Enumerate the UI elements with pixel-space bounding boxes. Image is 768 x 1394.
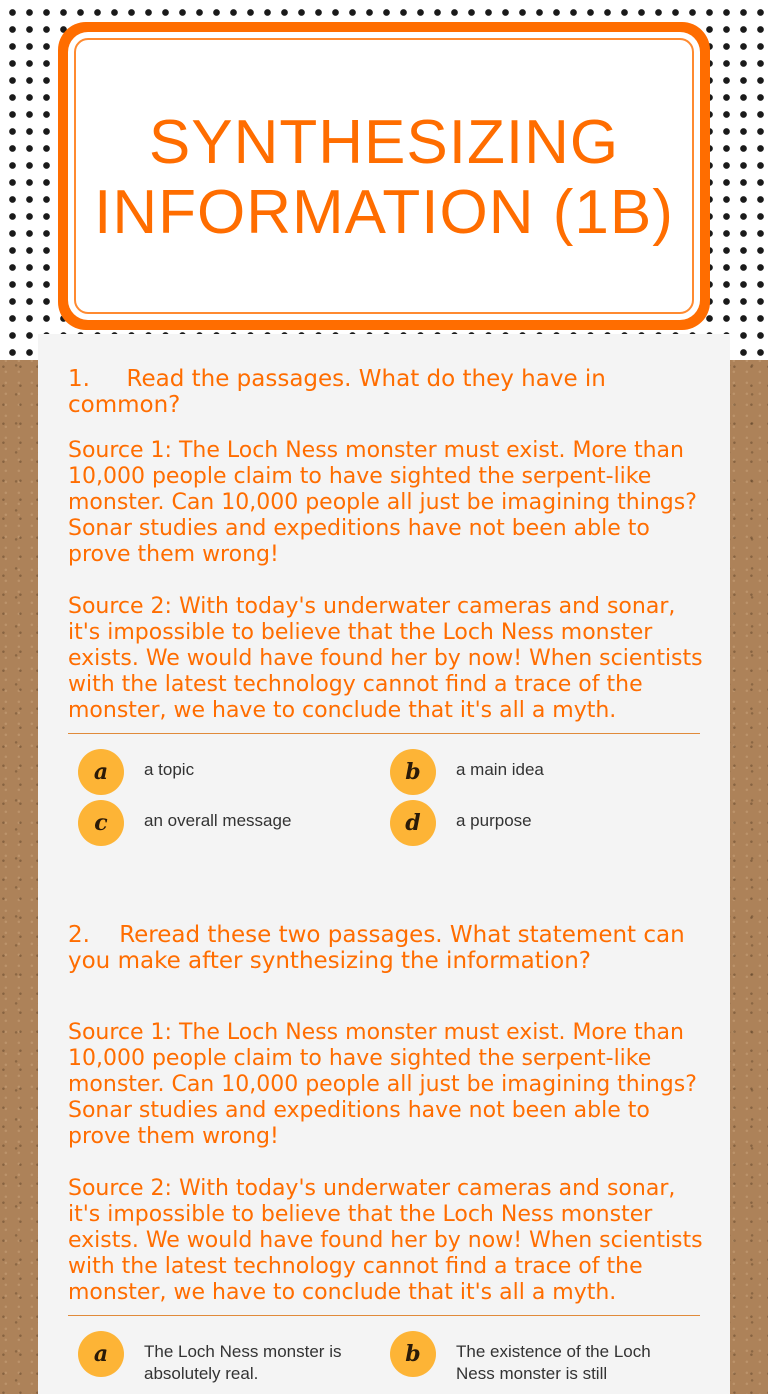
question-1-choice-a[interactable] <box>68 749 358 795</box>
choice-text-c: an overall message <box>144 811 292 830</box>
choice-badge-b: b <box>390 1331 436 1377</box>
choice-badge-b: b <box>390 749 436 795</box>
question-1-divider <box>68 733 700 734</box>
title-card <box>58 22 710 330</box>
question-1-text: Read the passages. What do they have in common? <box>68 366 606 418</box>
question-1-number: 1. <box>68 366 90 392</box>
choice-text-d: a purpose <box>456 811 532 830</box>
question-1-source-2: Source 2: With today's underwater cameras and sonar, it's impossible to believe that the Loch Ness monster exists. We would have found her by now! When scientists with the latest technology cannot find a trace of the monster, we have to conclude that it's all a myth. <box>68 594 703 723</box>
choice-badge-a: a <box>78 1331 124 1377</box>
page-title: SYNTHESIZING INFORMATION (1B) <box>94 108 674 247</box>
title-card-frame <box>74 38 694 314</box>
choice-badge-c: c <box>78 800 124 846</box>
choice-text-b: a main idea <box>456 760 544 779</box>
choice-text-a: The Loch Ness monster is absolutely real. <box>144 1342 342 1383</box>
question-1-choice-c[interactable] <box>68 800 358 846</box>
question-1-prompt <box>68 366 708 418</box>
question-2-divider <box>68 1315 700 1316</box>
choice-text-b: The existence of the Loch Ness monster is still <box>456 1342 651 1383</box>
question-1-source-1: Source 1: The Loch Ness monster must exist. More than 10,000 people claim to have sighted the serpent-like monster. Can 10,000 people all just be imagining things? Sonar studies and expeditions have not been able to prove them wrong! <box>68 438 697 567</box>
question-2-text: Reread these two passages. What statement can you make after synthesizing the information? <box>68 922 685 974</box>
question-1-choice-b[interactable] <box>380 749 670 795</box>
question-2-source-1: Source 1: The Loch Ness monster must exist. More than 10,000 people claim to have sighted the serpent-like monster. Can 10,000 people all just be imagining things? Sonar studies and expeditions have not been able to prove them wrong! <box>68 1020 697 1149</box>
question-2-prompt <box>68 922 708 974</box>
choice-text-a: a topic <box>144 760 195 779</box>
choice-badge-d: d <box>390 800 436 846</box>
question-2-choice-a[interactable] <box>68 1331 358 1385</box>
question-2-number: 2. <box>68 922 90 948</box>
title-card-inner <box>68 32 700 320</box>
choice-badge-a: a <box>78 749 124 795</box>
question-2-choice-b[interactable] <box>380 1331 670 1385</box>
question-1-choice-d[interactable] <box>380 800 670 846</box>
question-2-source-2: Source 2: With today's underwater cameras and sonar, it's impossible to believe that the Loch Ness monster exists. We would have found her by now! When scientists with the latest technology cannot find a trace of the monster, we have to conclude that it's all a myth. <box>68 1176 703 1305</box>
